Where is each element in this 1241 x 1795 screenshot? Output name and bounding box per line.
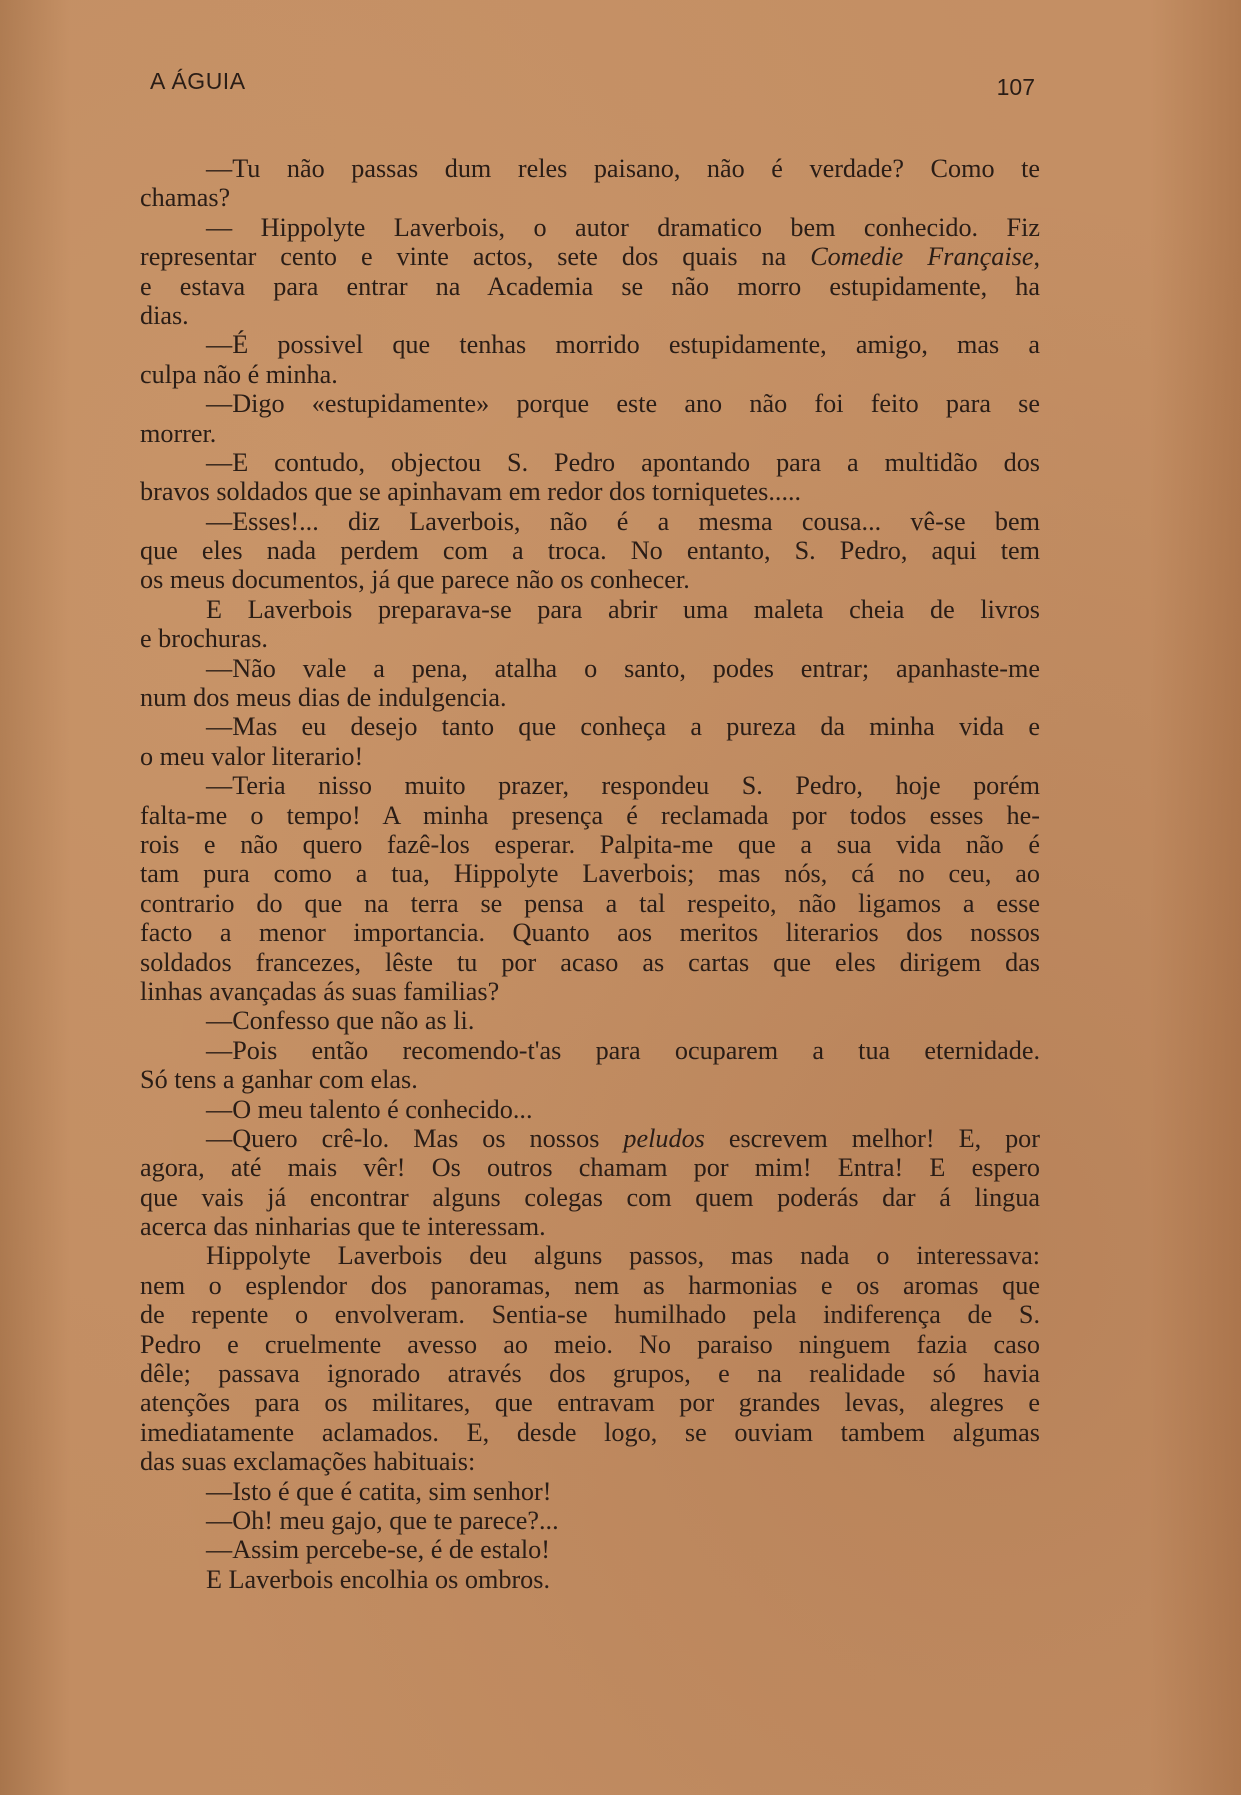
text-line: —Não vale a pena, atalha o santo, podes entrar; apanhaste-me — [206, 653, 1040, 683]
text-line: Só tens a ganhar com elas. — [140, 1065, 418, 1095]
text-line: culpa não é minha. — [140, 359, 338, 389]
text-line: os meus documentos, já que parece não os conhecer. — [140, 565, 690, 595]
text-line: —É possivel que tenhas morrido estupidamente, amigo, mas a — [206, 330, 1040, 360]
text-line: imediatamente aclamados. E, desde logo, se ouviam tambem algumas — [140, 1417, 1040, 1447]
text-line: das suas exclamações habituais: — [140, 1447, 476, 1477]
page-number: 107 — [996, 74, 1035, 100]
text-line: de repente o envolveram. Sentia-se humilhado pela indiferença de S. — [140, 1300, 1040, 1330]
text-line: falta-me o tempo! A minha presença é reclamada por todos esses he- — [140, 800, 1040, 830]
text-line: — Hippolyte Laverbois, o autor dramatico bem conhecido. Fiz — [206, 212, 1040, 242]
text-line: —Tu não passas dum reles paisano, não é verdade? Como te — [206, 154, 1040, 183]
text-line: —Quero crê-lo. Mas os nossos peludos escrevem melhor! E, por — [206, 1123, 1040, 1153]
page-header — [150, 68, 1035, 108]
text-line: dêle; passava ignorado através dos grupos, e na realidade só havia — [140, 1359, 1040, 1389]
text-line: morrer. — [140, 418, 217, 448]
text-line: bravos soldados que se apinhavam em redor dos torniquetes..... — [140, 477, 802, 507]
text-line: nem o esplendor dos panoramas, nem as harmonias e os aromas que — [140, 1270, 1040, 1300]
text-line: que vais já encontrar alguns colegas com quem poderás dar á lingua — [140, 1182, 1040, 1212]
text-line: contrario do que na terra se pensa a tal respeito, não ligamos a esse — [140, 888, 1040, 918]
text-line: facto a menor importancia. Quanto aos meritos literarios dos nossos — [140, 918, 1040, 948]
text-line: agora, até mais vêr! Os outros chamam por mim! Entra! E espero — [140, 1153, 1040, 1183]
text-line: tam pura como a tua, Hippolyte Laverbois; mas nós, cá no ceu, ao — [140, 859, 1040, 889]
text-line: num dos meus dias de indulgencia. — [140, 683, 507, 713]
text-line: —Confesso que não as li. — [206, 1006, 475, 1036]
running-head: A ÁGUIA — [150, 68, 246, 94]
text-line: E Laverbois preparava-se para abrir uma maleta cheia de livros — [206, 594, 1040, 624]
text-line: acerca das ninharias que te interessam. — [140, 1212, 546, 1242]
text-line: —O meu talento é conhecido... — [206, 1094, 533, 1124]
text-line: —Esses!... diz Laverbois, não é a mesma cousa... vê-se bem — [206, 506, 1040, 536]
text-line: —Isto é que é catita, sim senhor! — [206, 1476, 552, 1506]
text-line: —Pois então recomendo-t'as para ocuparem a tua eternidade. — [206, 1035, 1040, 1065]
text-line: representar cento e vinte actos, sete dos quais na Comedie Française, — [140, 242, 1040, 272]
text-line: rois e não quero fazê-los esperar. Palpita-me que a sua vida não é — [140, 829, 1040, 859]
text-line: —Digo «estupidamente» porque este ano não foi feito para se — [206, 389, 1040, 419]
text-line: E Laverbois encolhia os ombros. — [206, 1564, 550, 1594]
text-line: e brochuras. — [140, 624, 268, 654]
text-line: —Teria nisso muito prazer, respondeu S. Pedro, hoje porém — [206, 771, 1040, 801]
text-line: soldados francezes, lêste tu por acaso as cartas que eles dirigem das — [140, 947, 1040, 977]
text-line: —Assim percebe-se, é de estalo! — [206, 1535, 550, 1565]
text-line: Pedro e cruelmente avesso ao meio. No paraiso ninguem fazia caso — [140, 1329, 1040, 1359]
body-text — [140, 154, 1040, 1594]
text-line: Hippolyte Laverbois deu alguns passos, mas nada o interessava: — [206, 1241, 1040, 1271]
text-line: linhas avançadas ás suas familias? — [140, 976, 500, 1006]
text-line: que eles nada perdem com a troca. No entanto, S. Pedro, aqui tem — [140, 536, 1040, 566]
text-line: chamas? — [140, 183, 231, 213]
text-line: e estava para entrar na Academia se não morro estupidamente, ha — [140, 271, 1040, 301]
text-line: —Oh! meu gajo, que te parece?... — [206, 1505, 559, 1535]
text-line: dias. — [140, 300, 189, 330]
text-line: —Mas eu desejo tanto que conheça a pureza da minha vida e — [206, 712, 1040, 742]
text-line: o meu valor literario! — [140, 741, 364, 771]
text-line: —E contudo, objectou S. Pedro apontando para a multidão dos — [206, 447, 1040, 477]
text-line: atenções para os militares, que entravam por grandes levas, alegres e — [140, 1388, 1040, 1418]
